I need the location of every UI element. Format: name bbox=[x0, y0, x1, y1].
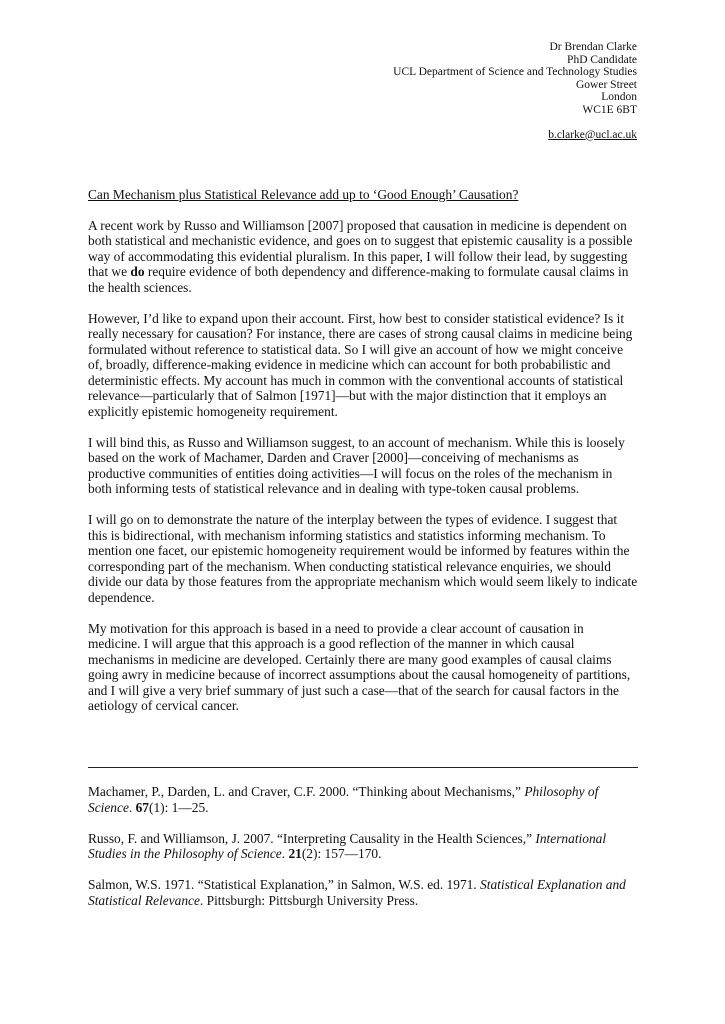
reference-item bbox=[88, 877, 638, 908]
document-title: Can Mechanism plus Statistical Relevance add up to ‘Good Enough’ Causation? bbox=[88, 187, 519, 202]
references-list bbox=[88, 784, 638, 924]
author-postcode: WC1E 6BT bbox=[582, 103, 637, 116]
paragraph-4: I will go on to demonstrate the nature of the interplay between the types of evidence. I suggest that this is bidirectional, with mechanism informing statistics and statistics informing mechanism. To mention one facet, our epistemic homogeneity requirement would be informed by features within the corresponding part of the mechanism. When conducting statistical relevance enquiries, we should divide our data by those features from the appropriate mechanism which would seem likely to indicate dependence. bbox=[88, 512, 638, 605]
author-department: UCL Department of Science and Technology Studies bbox=[393, 66, 637, 79]
reference-2-authors: Russo, F. and Williamson, J. 2007. “Interpreting Causality in the Health Sciences,” bbox=[88, 830, 536, 846]
reference-item bbox=[88, 784, 638, 815]
paragraph-5: My motivation for this approach is based in a need to provide a clear account of causation in medicine. I will argue that this approach is a good reflection of the manner in which causal mechanisms in medicine are developed. Certainly there are many good examples of causal claims going awry in medicine because of incorrect assumptions about the causal homogeneity of partitions, and I will give a very brief summary of just such a case—that of the search for causal factors in the aetiology of cervical cancer. bbox=[88, 620, 631, 713]
reference-1-authors: Machamer, P., Darden, L. and Craver, C.F. 2000. “Thinking about Mechanisms,” bbox=[88, 784, 525, 799]
reference-1-sep: . bbox=[128, 799, 136, 815]
author-city: London bbox=[601, 91, 637, 104]
reference-2-volume: 21 bbox=[288, 846, 302, 861]
paragraph-2: However, I’d like to expand upon their account. First, how best to consider statistical evidence? Is it really necessary for causation? For instance, there are cases of strong causal claims in medicine being formulated without reference to statistical data. So I will give an account of how we might conceive of, broadly, difference-making evidence in medicine which can account for both probabilistic and deterministic effects. My account has much in common with the conventional accounts of statistical relevance—particularly that of Salmon [1971]—but with the major distinction that it employs an explicitly epistemic homogeneity requirement. bbox=[88, 310, 633, 419]
references-divider bbox=[88, 767, 638, 768]
paragraph-1 bbox=[88, 218, 638, 296]
reference-1-volume: 67 bbox=[135, 799, 149, 815]
reference-3-authors: Salmon, W.S. 1971. “Statistical Explanation,” in Salmon, W.S. ed. 1971. bbox=[88, 877, 481, 892]
author-street: Gower Street bbox=[576, 78, 637, 91]
reference-2-pages: (2): 157—170. bbox=[301, 846, 382, 861]
paragraph-1-text-a: A recent work by Russo and Williamson [2007] proposed that causation in medicine is dependent on both statistical and mechanistic evidence, and goes on to suggest that epistemic causality is a possible way of accommodating this evidential pluralism. In this paper, I will follow their lead, by suggesting that we bbox=[88, 217, 633, 279]
reference-2-sep: . bbox=[281, 846, 289, 861]
paragraph-3: I will bind this, as Russo and Williamson suggest, to an account of mechanism. While this is loosely based on the work of Machamer, Darden and Craver [2000]—conceiving of mechanisms as productive communities of entities doing activities—I will focus on the roles of the mechanism in both informing tests of statistical relevance and in dealing with type-token causal problems. bbox=[88, 434, 625, 496]
reference-3-publisher: . Pittsburgh: Pittsburgh University Press. bbox=[199, 892, 419, 908]
paragraph-1-emphasis: do bbox=[130, 264, 145, 279]
reference-3-book: Statistical Explanation and Statistical Relevance bbox=[88, 877, 626, 908]
reference-2-journal: International Studies in the Philosophy of Science bbox=[88, 830, 607, 861]
reference-item bbox=[88, 831, 638, 862]
author-email-link[interactable]: b.clarke@ucl.ac.uk bbox=[548, 128, 637, 141]
author-address-block bbox=[277, 41, 637, 141]
paragraph-1-text-b: require evidence of both dependency and difference-making to formulate causal claims in the health sciences. bbox=[88, 264, 629, 295]
author-name: Dr Brendan Clarke bbox=[549, 41, 637, 53]
author-position: PhD Candidate bbox=[567, 53, 637, 66]
abstract-body bbox=[88, 187, 638, 729]
reference-1-journal: Philosophy of Science bbox=[88, 784, 599, 815]
reference-1-pages: (1): 1—25. bbox=[148, 799, 209, 815]
